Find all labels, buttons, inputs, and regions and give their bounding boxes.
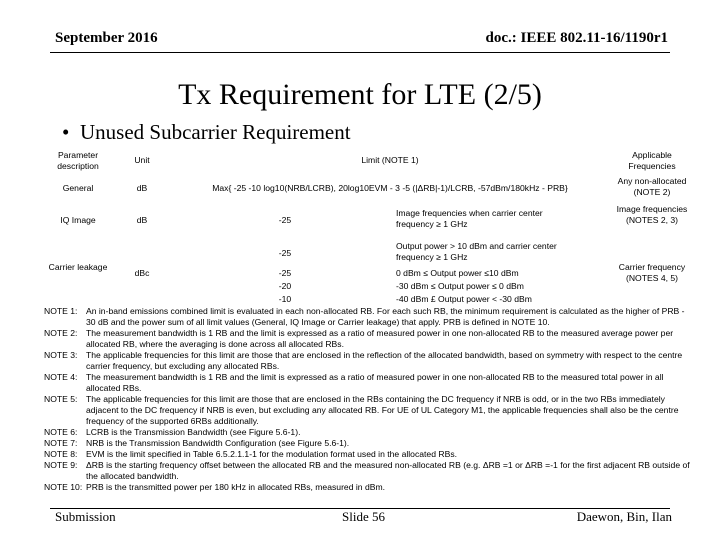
note-label: NOTE 9: bbox=[44, 460, 78, 470]
note-text: The applicable frequencies for this limit are those that are enclosed in the RBs containing the DC frequency if NRB is odd, or in the two RBs immediately adjacent to the DC frequency if NRB is even, but excluding any allocated RB. For UE of UL Category M1, the applicable frequencies shall also be the centre frequency of the supported 6RBs additionally. bbox=[86, 394, 679, 426]
header-date: September 2016 bbox=[55, 30, 158, 46]
note-label: NOTE 7: bbox=[44, 438, 78, 448]
slide-title: Tx Requirement for LTE (2/5) bbox=[178, 78, 542, 111]
col-header-unit: Unit bbox=[134, 155, 150, 165]
note-item bbox=[44, 460, 694, 482]
note-label: NOTE 2: bbox=[44, 328, 78, 338]
row-general-unit: dB bbox=[136, 183, 148, 193]
carrier-condition: -40 dBm £ Output power < -30 dBm bbox=[396, 294, 532, 304]
row-carrier-param: Carrier leakage bbox=[48, 262, 108, 272]
note-label: NOTE 1: bbox=[44, 306, 78, 316]
carrier-limit: -25 bbox=[278, 248, 292, 258]
note-item bbox=[44, 449, 694, 460]
note-text: The applicable frequencies for this limit are those that are enclosed in the reflection of the allocated bandwidth, based on symmetry with respect to the centre carrier frequency, but excluding any allocated RBs. bbox=[86, 350, 683, 371]
col-header-freq: Applicable Frequencies bbox=[628, 150, 676, 171]
note-label: NOTE 8: bbox=[44, 449, 78, 459]
note-text: The measurement bandwidth is 1 RB and the limit is expressed as a ratio of measured power in one non-allocated RB to the measured average power per allocated RB, where the averaging is done across all allocated RBs. bbox=[86, 328, 674, 349]
note-text: ΔRB is the starting frequency offset between the allocated RB and the measured non-allocated RB (e.g. ΔRB =1 or ΔRB =-1 for the first adjacent RB outside of the allocated bandwidth. bbox=[86, 460, 690, 481]
carrier-condition: Output power > 10 dBm and carrier center frequency ≥ 1 GHz bbox=[396, 241, 557, 262]
footer-slide-number: Slide 56 bbox=[342, 509, 385, 524]
carrier-limit: -25 bbox=[278, 268, 292, 278]
row-iq-unit: dB bbox=[136, 215, 148, 225]
note-item bbox=[44, 482, 694, 493]
note-text: An in-band emissions combined limit is evaluated in each non-allocated RB. For each such RB, the minimum requirement is calculated as the higher of PRB - 30 dB and the power sum of all limit values (General, IQ Image or Carrier leakage) that apply. PRB is defined in NOTE 10. bbox=[86, 306, 685, 327]
note-label: NOTE 5: bbox=[44, 394, 78, 404]
carrier-condition: -30 dBm ≤ Output power ≤ 0 dBm bbox=[396, 281, 524, 291]
notes-list bbox=[44, 306, 694, 493]
note-item bbox=[44, 427, 694, 438]
row-iq-freq: Image frequencies (NOTES 2, 3) bbox=[616, 204, 688, 225]
header-divider bbox=[50, 52, 670, 53]
note-item bbox=[44, 328, 694, 350]
row-general-freq: Any non-allocated (NOTE 2) bbox=[617, 176, 687, 197]
carrier-limit: -10 bbox=[278, 294, 292, 304]
note-item bbox=[44, 372, 694, 394]
footer-authors: Daewon, Bin, Ilan bbox=[576, 509, 672, 524]
col-header-param: Parameter description bbox=[57, 150, 99, 171]
carrier-condition: 0 dBm ≤ Output power ≤10 dBm bbox=[396, 268, 519, 278]
note-label: NOTE 6: bbox=[44, 427, 78, 437]
row-iq-param: IQ Image bbox=[60, 215, 96, 225]
row-iq-condition: Image frequencies when carrier center frequency ≥ 1 GHz bbox=[396, 208, 543, 229]
note-item bbox=[44, 438, 694, 449]
note-text: EVM is the limit specified in Table 6.5.2.1.1-1 for the modulation format used in the allocated RBs. bbox=[86, 449, 457, 459]
bullet-item bbox=[62, 120, 351, 145]
note-text: The measurement bandwidth is 1 RB and the limit is expressed as a ratio of measured power in one non-allocated RB to the measured total power in all allocated RBs. bbox=[86, 372, 664, 393]
row-general-limit: Max{ -25 -10 log10(NRB/LCRB), 20log10EVM - 3 -5 (|ΔRB|-1)/LCRB, -57dBm/180kHz - PRB} bbox=[212, 183, 568, 193]
row-carrier-freq: Carrier frequency (NOTES 4, 5) bbox=[618, 262, 686, 283]
header-doc-id: doc.: IEEE 802.11-16/1190r1 bbox=[485, 30, 668, 46]
note-label: NOTE 3: bbox=[44, 350, 78, 360]
carrier-limit: -20 bbox=[278, 281, 292, 291]
note-text: NRB is the Transmission Bandwidth Configuration (see Figure 5.6-1). bbox=[86, 438, 350, 448]
bullet-dot-icon: • bbox=[62, 120, 70, 144]
note-text: PRB is the transmitted power per 180 kHz in allocated RBs, measured in dBm. bbox=[86, 482, 386, 492]
note-label: NOTE 4: bbox=[44, 372, 78, 382]
note-label: NOTE 10: bbox=[44, 482, 83, 492]
bullet-text: Unused Subcarrier Requirement bbox=[80, 120, 351, 144]
row-iq-limit: -25 bbox=[278, 215, 292, 225]
row-carrier-unit: dBc bbox=[134, 268, 150, 278]
note-item bbox=[44, 350, 694, 372]
row-general-param: General bbox=[62, 183, 94, 193]
footer-submission: Submission bbox=[55, 509, 116, 524]
note-item bbox=[44, 306, 694, 328]
note-text: LCRB is the Transmission Bandwidth (see Figure 5.6-1). bbox=[86, 427, 301, 437]
note-item bbox=[44, 394, 694, 427]
col-header-limit: Limit (NOTE 1) bbox=[361, 155, 419, 165]
